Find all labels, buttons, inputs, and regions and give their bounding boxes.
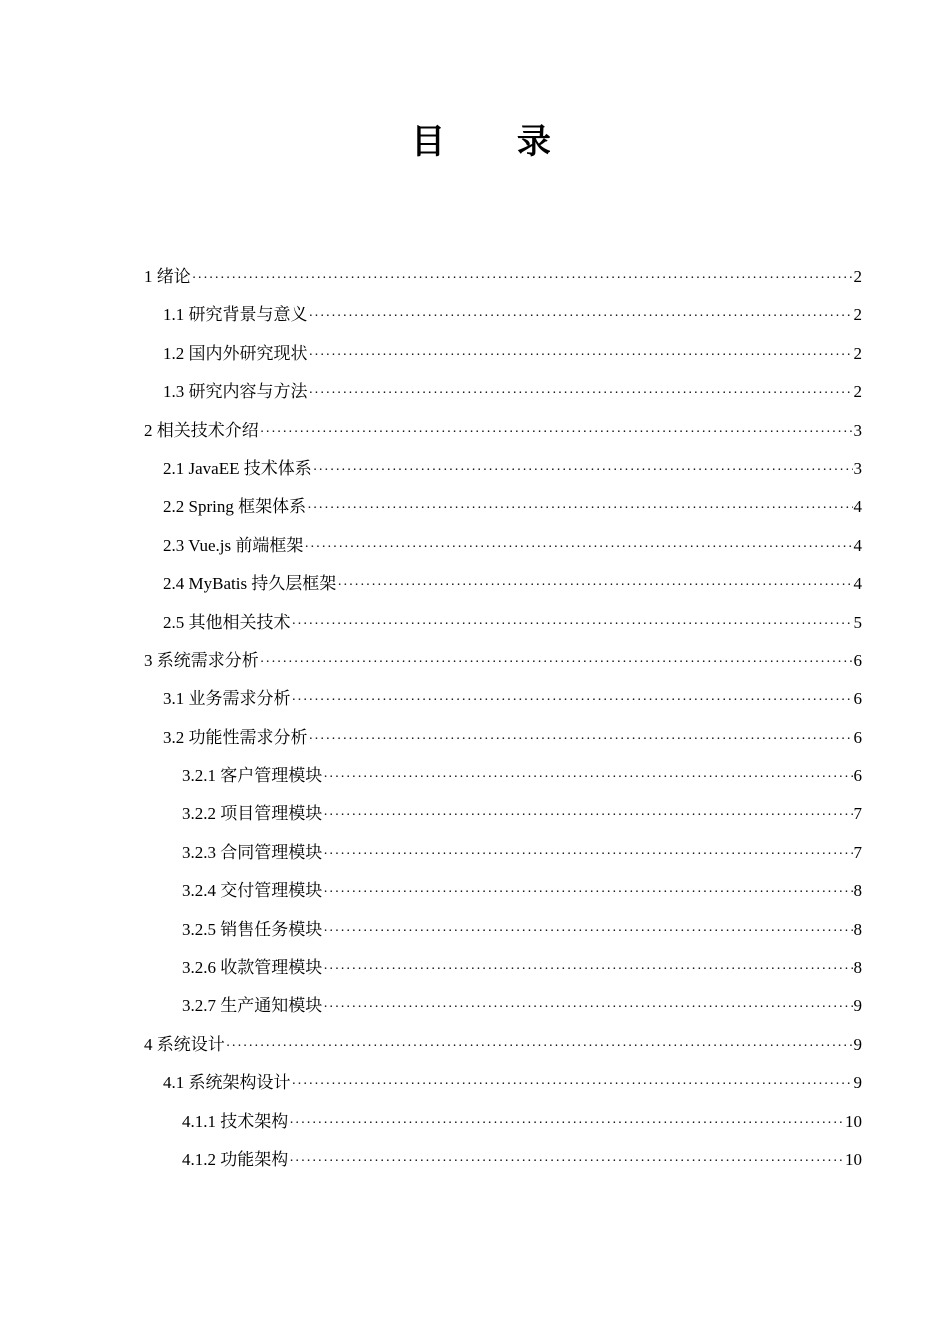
toc-dot-leader xyxy=(292,686,853,716)
toc-title: 目 录 xyxy=(411,122,581,162)
toc-entry-page-number: 7 xyxy=(853,804,862,824)
toc-dot-leader xyxy=(309,725,853,755)
toc-dot-leader xyxy=(337,571,852,601)
toc-entry-label: 2.4 MyBatis 持久层框架 xyxy=(163,574,337,594)
toc-dot-leader xyxy=(313,456,853,486)
toc-dot-leader xyxy=(289,1109,844,1139)
toc-entry-page-number: 4 xyxy=(853,497,862,517)
toc-entry-label: 3.1 业务需求分析 xyxy=(163,689,291,709)
toc-entry-label: 4.1 系统架构设计 xyxy=(163,1073,291,1093)
toc-entry-page-number: 3 xyxy=(853,420,862,440)
toc-dot-leader xyxy=(323,801,852,831)
toc-dot-leader xyxy=(323,763,852,793)
toc-entry-label: 3 系统需求分析 xyxy=(144,650,259,670)
toc-dot-leader xyxy=(260,418,853,448)
toc-entry[interactable] xyxy=(144,991,862,1029)
toc-dot-leader xyxy=(260,648,853,678)
toc-entry-page-number: 2 xyxy=(853,305,862,325)
toc-entry-label: 1.2 国内外研究现状 xyxy=(163,343,308,363)
toc-entry[interactable] xyxy=(144,1068,862,1106)
toc-entry-label: 2 相关技术介绍 xyxy=(144,420,259,440)
toc-entry[interactable] xyxy=(144,723,862,761)
toc-entry-page-number: 9 xyxy=(853,1073,862,1093)
toc-entry[interactable] xyxy=(144,1030,862,1068)
toc-entry-page-number: 8 xyxy=(853,958,862,978)
toc-entry-label: 4.1.2 功能架构 xyxy=(182,1149,289,1169)
toc-entry[interactable] xyxy=(144,684,862,722)
toc-entry-label: 2.3 Vue.js 前端框架 xyxy=(163,535,304,555)
toc-entry-label: 2.5 其他相关技术 xyxy=(163,612,291,632)
toc-entry-label: 1 绪论 xyxy=(144,267,191,286)
toc-dot-leader xyxy=(192,264,853,294)
toc-dot-leader xyxy=(309,302,853,332)
toc-entry-page-number: 10 xyxy=(845,1149,862,1169)
toc-entry[interactable] xyxy=(144,454,862,492)
toc-dot-leader xyxy=(292,1070,853,1100)
toc-entry-page-number: 4 xyxy=(853,535,862,555)
toc-dot-leader xyxy=(226,1032,853,1062)
toc-entry[interactable] xyxy=(144,300,862,338)
toc-entry-page-number: 2 xyxy=(853,343,862,363)
toc-entry-page-number: 8 xyxy=(853,881,862,901)
toc-entry-page-number: 2 xyxy=(853,267,862,286)
toc-entry-label: 4 系统设计 xyxy=(144,1034,225,1054)
toc-dot-leader xyxy=(309,341,853,371)
toc-entry[interactable] xyxy=(144,761,862,799)
toc-dot-leader xyxy=(309,379,853,409)
toc-dot-leader xyxy=(323,917,852,947)
toc-entry-label: 3.2.4 交付管理模块 xyxy=(182,881,323,901)
toc-entry-page-number: 4 xyxy=(853,574,862,594)
toc-entry-label: 3.2.6 收款管理模块 xyxy=(182,958,323,978)
toc-entry[interactable] xyxy=(144,953,862,991)
toc-entry-page-number: 3 xyxy=(853,458,862,478)
toc-dot-leader xyxy=(323,993,852,1023)
toc-entry-page-number: 10 xyxy=(845,1111,862,1131)
toc-entry-label: 3.2.1 客户管理模块 xyxy=(182,766,323,786)
toc-entry[interactable] xyxy=(144,339,862,377)
toc-entry-label: 1.3 研究内容与方法 xyxy=(163,382,308,402)
toc-entry[interactable] xyxy=(144,915,862,953)
toc-entry[interactable] xyxy=(144,646,862,684)
toc-entry-page-number: 6 xyxy=(853,689,862,709)
toc-entry[interactable] xyxy=(144,799,862,837)
toc-entry-label: 2.2 Spring 框架体系 xyxy=(163,497,307,517)
toc-entry[interactable] xyxy=(144,262,862,300)
toc-entry-label: 3.2 功能性需求分析 xyxy=(163,727,308,747)
toc-entry-page-number: 5 xyxy=(853,612,862,632)
toc-entry[interactable] xyxy=(144,569,862,607)
toc-entry-label: 1.1 研究背景与意义 xyxy=(163,305,308,325)
toc-entry[interactable] xyxy=(144,377,862,415)
toc-dot-leader xyxy=(307,494,852,524)
toc-entry-page-number: 9 xyxy=(853,1034,862,1054)
toc-entry[interactable] xyxy=(144,838,862,876)
toc-entry-label: 3.2.2 项目管理模块 xyxy=(182,804,323,824)
toc-entry[interactable] xyxy=(144,416,862,454)
toc-entry[interactable] xyxy=(144,876,862,914)
toc-dot-leader xyxy=(323,955,852,985)
toc-entry[interactable] xyxy=(144,608,862,646)
toc-entry-page-number: 7 xyxy=(853,842,862,862)
toc-entry-label: 2.1 JavaEE 技术体系 xyxy=(163,458,312,478)
toc-dot-leader xyxy=(289,1147,844,1177)
toc-entry-page-number: 6 xyxy=(853,766,862,786)
toc-entry-label: 3.2.5 销售任务模块 xyxy=(182,919,323,939)
toc-entry-label: 3.2.3 合同管理模块 xyxy=(182,842,323,862)
toc-dot-leader xyxy=(292,610,853,640)
toc-entry[interactable] xyxy=(144,492,862,530)
toc-entry[interactable] xyxy=(144,1107,862,1145)
toc-entry[interactable] xyxy=(144,531,862,569)
toc-list xyxy=(144,262,862,1183)
toc-entry[interactable] xyxy=(144,1145,862,1183)
toc-entry-page-number: 9 xyxy=(853,996,862,1016)
toc-entry-page-number: 8 xyxy=(853,919,862,939)
toc-dot-leader xyxy=(304,533,852,563)
toc-entry-page-number: 6 xyxy=(853,650,862,670)
toc-dot-leader xyxy=(323,878,852,908)
toc-dot-leader xyxy=(323,840,852,870)
toc-entry-label: 4.1.1 技术架构 xyxy=(182,1111,289,1131)
toc-entry-page-number: 2 xyxy=(853,382,862,402)
toc-entry-page-number: 6 xyxy=(853,727,862,747)
toc-entry-label: 3.2.7 生产通知模块 xyxy=(182,996,323,1016)
